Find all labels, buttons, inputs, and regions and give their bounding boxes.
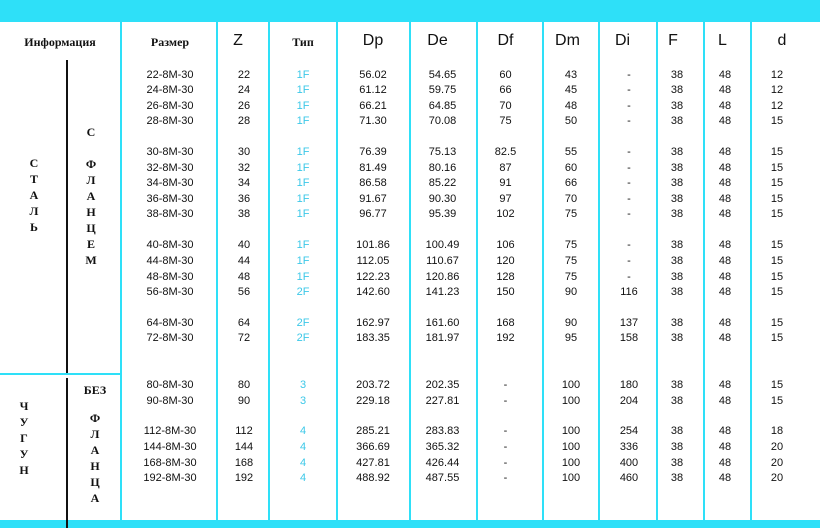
cell-di: - xyxy=(627,271,631,283)
cell-f: 38 xyxy=(670,395,684,407)
cell-type: 1F xyxy=(296,100,310,112)
cell-dm: 70 xyxy=(564,193,578,205)
cell-de: 95.39 xyxy=(428,208,457,220)
cell-dp: 71.30 xyxy=(359,115,387,127)
cell-l: 48 xyxy=(718,69,732,81)
cell-size: 30-8M-30 xyxy=(146,146,194,158)
letter: М xyxy=(85,253,97,267)
cell-f: 38 xyxy=(670,317,684,329)
letter: Ц xyxy=(90,475,100,489)
cell-d: 15 xyxy=(770,286,784,298)
cell-z: 56 xyxy=(237,286,251,298)
cell-f: 38 xyxy=(670,69,684,81)
cell-dp: 183.35 xyxy=(356,332,390,344)
cell-dm: 55 xyxy=(564,146,578,158)
cell-f: 38 xyxy=(670,239,684,251)
cell-di: 400 xyxy=(619,457,639,469)
letter: Л xyxy=(86,173,96,187)
cell-f: 38 xyxy=(670,193,684,205)
cell-dm: 50 xyxy=(564,115,578,127)
cell-de: 70.08 xyxy=(428,115,457,127)
cell-d: 15 xyxy=(770,146,784,158)
header-dp: Dp xyxy=(362,32,384,49)
cell-di: - xyxy=(627,162,631,174)
cell-de: 365.32 xyxy=(425,441,460,453)
cell-df: - xyxy=(503,472,508,484)
table-row xyxy=(0,162,820,177)
cell-dm: 100 xyxy=(561,457,581,469)
letter: У xyxy=(19,415,29,429)
cell-df: 120 xyxy=(496,255,515,267)
header-l: L xyxy=(718,32,727,49)
cell-l: 48 xyxy=(718,332,732,344)
cell-di: - xyxy=(627,84,631,96)
cell-dm: 45 xyxy=(564,84,578,96)
cell-z: 32 xyxy=(237,162,251,174)
cell-type: 2F xyxy=(296,286,310,298)
cell-df: 128 xyxy=(496,271,515,283)
cell-dp: 81.49 xyxy=(359,162,387,174)
cell-size: 44-8M-30 xyxy=(146,255,194,267)
cell-di: 158 xyxy=(619,332,639,344)
cell-f: 38 xyxy=(670,425,684,437)
cell-dp: 488.92 xyxy=(356,472,390,484)
cell-z: 26 xyxy=(237,100,251,112)
letter: Ч xyxy=(19,399,29,413)
cell-f: 38 xyxy=(670,100,684,112)
cell-dm: 75 xyxy=(564,208,578,220)
letter: БЕЗ xyxy=(83,383,107,397)
cell-size: 72-8M-30 xyxy=(146,332,194,344)
cell-z: 36 xyxy=(237,193,251,205)
cell-type: 2F xyxy=(296,317,310,329)
cell-size: 32-8M-30 xyxy=(146,162,194,174)
cell-size: 36-8M-30 xyxy=(146,193,194,205)
cell-de: 161.60 xyxy=(425,317,460,329)
cell-size: 48-8M-30 xyxy=(146,271,194,283)
table-row xyxy=(0,255,820,270)
cell-dp: 96.77 xyxy=(359,208,387,220)
header-info: Информация xyxy=(24,35,96,49)
cell-de: 283.83 xyxy=(425,425,460,437)
cell-di: - xyxy=(627,177,631,189)
cell-type: 4 xyxy=(299,425,307,437)
cell-z: 34 xyxy=(237,177,251,189)
cell-de: 110.67 xyxy=(426,255,459,267)
cell-di: 204 xyxy=(619,395,639,407)
cell-dm: 100 xyxy=(561,425,581,437)
cell-df: - xyxy=(503,395,508,407)
letter: Н xyxy=(19,463,29,477)
cell-l: 48 xyxy=(718,177,732,189)
cell-df: 192 xyxy=(496,332,515,344)
table-row xyxy=(0,395,820,410)
cell-di: - xyxy=(627,115,631,127)
table-row xyxy=(0,317,820,332)
table-row xyxy=(0,177,820,192)
cell-l: 48 xyxy=(718,286,732,298)
cell-z: 40 xyxy=(237,239,251,251)
cell-di: - xyxy=(627,239,631,251)
cell-l: 48 xyxy=(718,115,732,127)
header-df: Df xyxy=(497,32,514,49)
cell-dp: 66.21 xyxy=(359,100,387,112)
cell-z: 168 xyxy=(234,457,254,469)
header-z: Z xyxy=(233,32,243,49)
cell-f: 38 xyxy=(670,332,684,344)
cell-size: 144-8M-30 xyxy=(143,441,197,453)
cell-type: 1F xyxy=(296,84,310,96)
table-row xyxy=(0,146,820,161)
cell-l: 48 xyxy=(718,425,732,437)
cell-de: 64.85 xyxy=(428,100,457,112)
cell-type: 3 xyxy=(299,395,307,407)
cell-d: 12 xyxy=(770,84,784,96)
cell-di: 116 xyxy=(620,286,638,298)
cell-de: 141.23 xyxy=(425,286,460,298)
cell-type: 1F xyxy=(296,177,310,189)
cell-d: 12 xyxy=(770,100,784,112)
letter: Ц xyxy=(86,221,96,235)
cell-l: 48 xyxy=(718,162,732,174)
cell-df: 82.5 xyxy=(494,146,517,158)
cell-size: 64-8M-30 xyxy=(146,317,194,329)
cell-d: 15 xyxy=(770,208,784,220)
cell-d: 15 xyxy=(770,162,784,174)
header-di: Di xyxy=(614,32,631,49)
cell-de: 227.81 xyxy=(425,395,460,407)
cell-dp: 76.39 xyxy=(359,146,387,158)
cell-di: - xyxy=(627,255,631,267)
letter: Ф xyxy=(89,411,101,425)
cell-dp: 162.97 xyxy=(356,317,390,329)
cell-dp: 122.23 xyxy=(356,271,390,283)
cell-dp: 61.12 xyxy=(359,84,387,96)
cell-type: 1F xyxy=(296,146,310,158)
cell-dm: 75 xyxy=(564,239,578,251)
cell-f: 38 xyxy=(670,441,684,453)
table-row xyxy=(0,457,820,472)
cell-z: 28 xyxy=(237,115,251,127)
cell-dm: 100 xyxy=(561,441,581,453)
table-row xyxy=(0,115,820,130)
cell-de: 181.97 xyxy=(425,332,460,344)
cell-l: 48 xyxy=(718,208,732,220)
cell-df: 97 xyxy=(499,193,512,205)
letter: У xyxy=(19,447,29,461)
cell-type: 1F xyxy=(296,69,310,81)
cell-l: 48 xyxy=(718,146,732,158)
table-row xyxy=(0,332,820,347)
cell-z: 30 xyxy=(237,146,251,158)
cell-l: 48 xyxy=(718,441,732,453)
letter: Н xyxy=(90,459,100,473)
cell-l: 48 xyxy=(718,317,732,329)
cell-dp: 229.18 xyxy=(356,395,390,407)
cell-type: 1F xyxy=(296,162,310,174)
cell-size: 168-8M-30 xyxy=(143,457,197,469)
cell-size: 90-8M-30 xyxy=(146,395,194,407)
cell-d: 15 xyxy=(770,332,784,344)
cell-z: 48 xyxy=(237,271,251,283)
cell-d: 15 xyxy=(770,271,784,283)
table-row xyxy=(0,271,820,286)
cell-type: 4 xyxy=(299,457,307,469)
cell-z: 192 xyxy=(234,472,254,484)
cell-z: 144 xyxy=(234,441,254,453)
letter: Е xyxy=(86,237,95,251)
cell-d: 15 xyxy=(770,255,784,267)
cell-dm: 66 xyxy=(564,177,578,189)
header-dm: Dm xyxy=(555,32,580,49)
letter: Ф xyxy=(85,157,97,171)
letter: А xyxy=(90,491,100,505)
cell-dm: 100 xyxy=(561,472,581,484)
cell-de: 54.65 xyxy=(428,69,457,81)
cell-size: 56-8M-30 xyxy=(146,286,194,298)
cell-de: 85.22 xyxy=(428,177,457,189)
cell-df: 60 xyxy=(499,69,512,81)
cell-l: 48 xyxy=(718,255,732,267)
cell-f: 38 xyxy=(670,177,684,189)
cell-d: 12 xyxy=(770,69,784,81)
cell-de: 426.44 xyxy=(425,457,460,469)
cell-dm: 43 xyxy=(564,69,578,81)
cell-df: - xyxy=(503,457,508,469)
cell-dm: 95 xyxy=(564,332,578,344)
cell-dm: 100 xyxy=(561,379,581,391)
cell-l: 48 xyxy=(718,472,732,484)
cell-dp: 86.58 xyxy=(359,177,387,189)
cell-de: 100.49 xyxy=(425,239,460,251)
cell-dp: 203.72 xyxy=(356,379,390,391)
table-row xyxy=(0,379,820,394)
cell-f: 38 xyxy=(670,457,684,469)
cell-df: 106 xyxy=(496,239,515,251)
cell-l: 48 xyxy=(718,193,732,205)
cell-size: 192-8M-30 xyxy=(143,472,197,484)
cell-f: 38 xyxy=(670,286,684,298)
cell-de: 487.55 xyxy=(425,472,460,484)
table-row xyxy=(0,69,820,84)
header-de: De xyxy=(427,32,448,49)
cell-d: 15 xyxy=(770,193,784,205)
cell-df: 87 xyxy=(499,162,512,174)
cell-type: 4 xyxy=(299,441,307,453)
cell-type: 1F xyxy=(296,193,310,205)
header-f: F xyxy=(668,32,678,49)
table-row xyxy=(0,441,820,456)
letter: Г xyxy=(20,431,28,445)
header-type: Тип xyxy=(292,35,314,49)
cell-type: 1F xyxy=(296,255,310,267)
cell-f: 38 xyxy=(670,84,684,96)
cell-z: 64 xyxy=(237,317,251,329)
cell-f: 38 xyxy=(670,379,684,391)
cell-l: 48 xyxy=(718,379,732,391)
cell-z: 44 xyxy=(237,255,251,267)
cell-size: 26-8M-30 xyxy=(146,100,194,112)
cell-z: 22 xyxy=(237,69,251,81)
letter: Н xyxy=(86,205,96,219)
cell-dm: 60 xyxy=(564,162,578,174)
cell-df: 102 xyxy=(496,208,515,220)
cell-type: 2F xyxy=(296,332,310,344)
cell-z: 90 xyxy=(237,395,251,407)
cell-dm: 90 xyxy=(564,317,578,329)
cell-z: 80 xyxy=(237,379,251,391)
letter: Т xyxy=(29,172,38,186)
table-row xyxy=(0,100,820,115)
cell-di: 254 xyxy=(619,425,639,437)
cell-de: 202.35 xyxy=(425,379,460,391)
cell-size: 28-8M-30 xyxy=(146,115,194,127)
cell-f: 38 xyxy=(670,115,684,127)
cell-dm: 90 xyxy=(564,286,578,298)
cell-d: 15 xyxy=(770,395,784,407)
table-row xyxy=(0,472,820,487)
cell-d: 15 xyxy=(770,239,784,251)
cell-d: 15 xyxy=(770,115,784,127)
cell-l: 48 xyxy=(718,271,732,283)
cell-df: 91 xyxy=(499,177,512,189)
cell-dp: 427.81 xyxy=(356,457,390,469)
cell-d: 15 xyxy=(770,177,784,189)
table-row xyxy=(0,425,820,440)
letter: Л xyxy=(90,427,100,441)
cell-df: 66 xyxy=(499,84,512,96)
letter: А xyxy=(29,188,39,202)
cell-dp: 142.60 xyxy=(356,286,390,298)
cell-di: - xyxy=(627,69,631,81)
cell-df: 168 xyxy=(496,317,515,329)
cell-dp: 112.05 xyxy=(356,255,390,267)
cell-size: 80-8M-30 xyxy=(146,379,194,391)
cell-d: 15 xyxy=(770,379,784,391)
cell-di: 336 xyxy=(619,441,639,453)
cell-z: 24 xyxy=(237,84,251,96)
cell-d: 20 xyxy=(770,472,784,484)
cell-dp: 366.69 xyxy=(356,441,390,453)
cell-de: 80.16 xyxy=(428,162,457,174)
cell-di: - xyxy=(627,193,631,205)
cell-l: 48 xyxy=(718,239,732,251)
cell-size: 34-8M-30 xyxy=(146,177,194,189)
cell-type: 1F xyxy=(296,239,310,251)
cell-l: 48 xyxy=(718,457,732,469)
cell-f: 38 xyxy=(670,271,684,283)
letter: А xyxy=(86,189,96,203)
cell-di: - xyxy=(627,146,631,158)
cell-df: 70 xyxy=(499,100,512,112)
cell-type: 1F xyxy=(296,271,310,283)
cell-dp: 56.02 xyxy=(359,69,387,81)
cell-de: 90.30 xyxy=(428,193,457,205)
table-row xyxy=(0,193,820,208)
cell-f: 38 xyxy=(670,208,684,220)
cell-de: 120.86 xyxy=(425,271,460,283)
cell-di: - xyxy=(627,100,631,112)
letter: С xyxy=(86,125,96,139)
cell-di: 460 xyxy=(619,472,639,484)
cell-size: 112-8M-30 xyxy=(143,425,197,437)
cell-df: - xyxy=(503,425,508,437)
cell-type: 4 xyxy=(299,472,307,484)
cell-l: 48 xyxy=(718,84,732,96)
cell-di: - xyxy=(627,208,631,220)
cell-f: 38 xyxy=(670,255,684,267)
cell-de: 75.13 xyxy=(428,146,457,158)
header-size: Размер xyxy=(150,35,190,49)
cell-dp: 91.67 xyxy=(359,193,387,205)
cell-dm: 48 xyxy=(564,100,578,112)
table-row xyxy=(0,286,820,301)
letter: Л xyxy=(29,204,39,218)
table-row xyxy=(0,84,820,99)
material-separator xyxy=(0,373,120,375)
cell-df: - xyxy=(503,379,508,391)
cell-dm: 75 xyxy=(564,271,578,283)
table-row xyxy=(0,239,820,254)
cell-df: 150 xyxy=(496,286,515,298)
cell-size: 24-8M-30 xyxy=(146,84,194,96)
cell-f: 38 xyxy=(670,472,684,484)
cell-z: 38 xyxy=(237,208,251,220)
cell-dp: 285.21 xyxy=(356,425,390,437)
cell-df: - xyxy=(503,441,508,453)
cell-d: 18 xyxy=(770,425,784,437)
cell-type: 1F xyxy=(296,115,310,127)
cell-d: 15 xyxy=(770,317,784,329)
cell-type: 1F xyxy=(296,208,310,220)
cell-size: 40-8M-30 xyxy=(146,239,194,251)
cell-dm: 75 xyxy=(564,255,578,267)
cell-dm: 100 xyxy=(561,395,581,407)
cell-size: 22-8M-30 xyxy=(146,69,194,81)
cell-size: 38-8M-30 xyxy=(146,208,194,220)
cell-d: 20 xyxy=(770,441,784,453)
cell-z: 112 xyxy=(235,425,253,437)
cell-di: 180 xyxy=(619,379,639,391)
cell-type: 3 xyxy=(299,379,307,391)
cell-l: 48 xyxy=(718,395,732,407)
cell-z: 72 xyxy=(237,332,251,344)
header-d: d xyxy=(777,32,787,49)
letter: Ь xyxy=(30,220,38,234)
cell-f: 38 xyxy=(670,146,684,158)
cell-d: 20 xyxy=(770,457,784,469)
cell-de: 59.75 xyxy=(428,84,457,96)
table-row xyxy=(0,208,820,223)
letter: А xyxy=(90,443,100,457)
cell-f: 38 xyxy=(670,162,684,174)
letter: С xyxy=(29,156,39,170)
cell-dp: 101.86 xyxy=(356,239,390,251)
cell-l: 48 xyxy=(718,100,732,112)
cell-di: 137 xyxy=(619,317,639,329)
cell-df: 75 xyxy=(499,115,512,127)
